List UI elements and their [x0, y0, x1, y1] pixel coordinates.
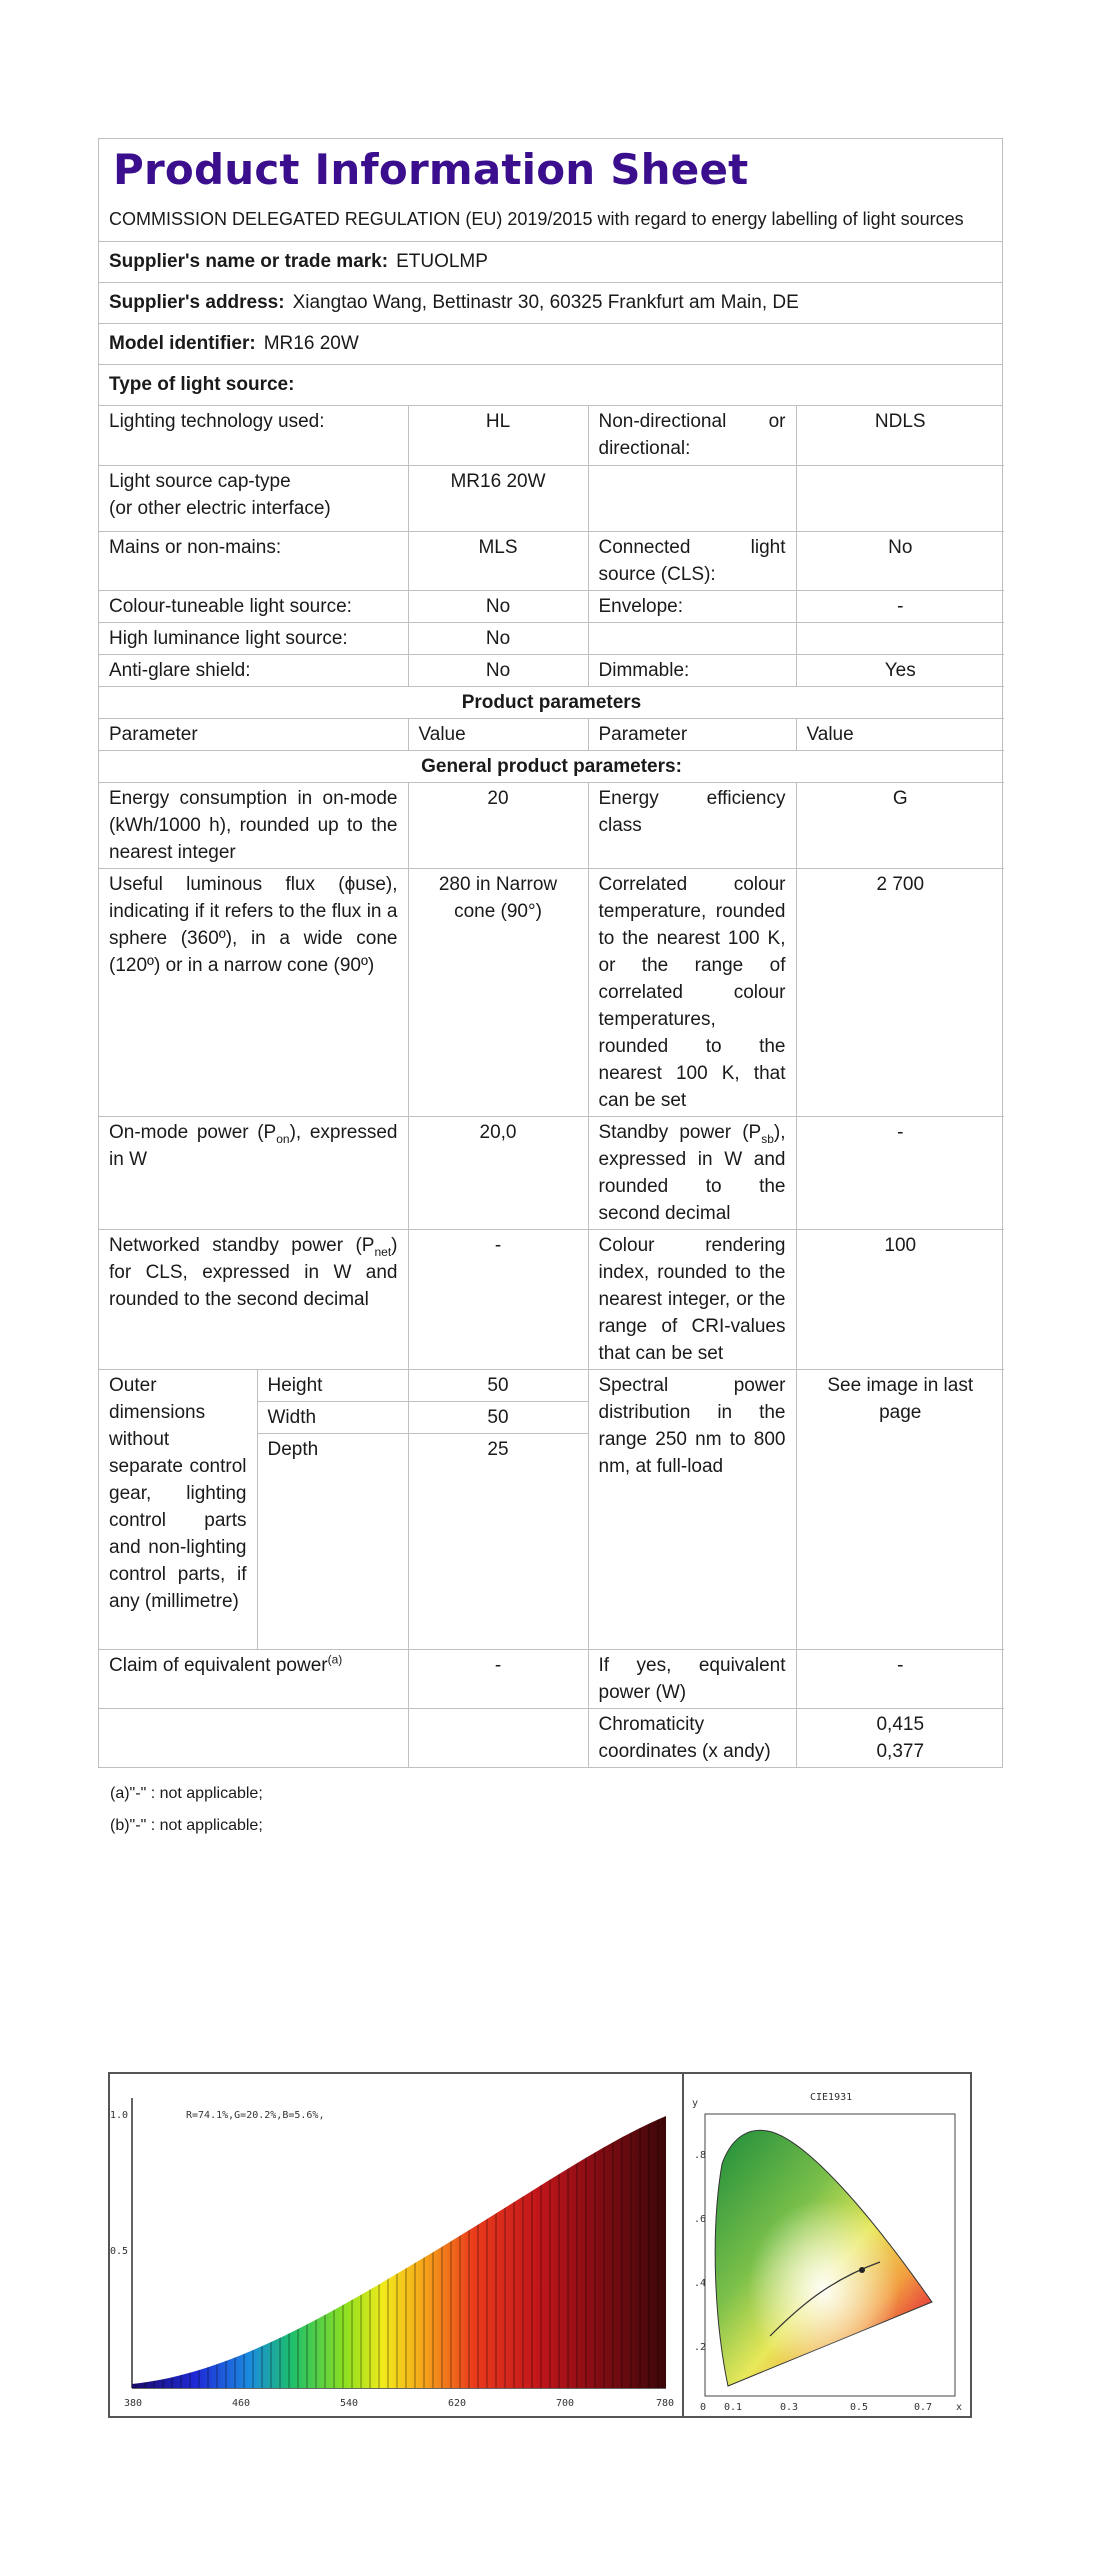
cie-y-axis-label: y — [692, 2098, 699, 2109]
param-label — [99, 1229, 408, 1369]
supplier-name-row — [99, 242, 1002, 283]
dimension-value: 50 — [408, 1369, 588, 1401]
model-identifier-label: Model identifier: — [109, 333, 256, 354]
table-row — [99, 406, 1004, 465]
param-label: Colour rendering index, rounded to the nearest integer, or the range of CRI-values that can be set — [588, 1229, 796, 1369]
model-identifier-row — [99, 324, 1002, 365]
table-row — [99, 1369, 1004, 1401]
param-label: Envelope: — [588, 590, 796, 622]
param-value: 20,0 — [408, 1116, 588, 1229]
spectrum-x-tick: 620 — [448, 2398, 467, 2409]
param-value — [796, 465, 1004, 531]
label-superscript: (a) — [327, 1652, 343, 1667]
param-value: 100 — [796, 1229, 1004, 1369]
page-title: Product Information Sheet — [113, 145, 749, 194]
param-value: NDLS — [796, 406, 1004, 465]
table-row — [99, 622, 1004, 654]
dimension-value: 25 — [408, 1433, 588, 1649]
label-text: Standby power (P — [598, 1121, 762, 1143]
param-value: No — [408, 622, 588, 654]
dimension-value: 50 — [408, 1401, 588, 1433]
spectrum-x-tick: 380 — [124, 2398, 143, 2409]
supplier-name-value: ETUOLMP — [396, 251, 488, 272]
label-text: ) for CLS, expressed in W and rounded to the second decimal — [109, 1234, 398, 1310]
param-label: Chromaticity coordinates (x andy) — [588, 1708, 796, 1767]
param-value: No — [408, 654, 588, 686]
param-label: If yes, equivalent power (W) — [588, 1649, 796, 1708]
spectrum-plot — [110, 2098, 674, 2409]
param-label: Correlated colour temperature, rounded to the nearest 100 K, or the range of correlated colour temperatures, rounded to the nearest 100 K, that can be set — [588, 868, 796, 1116]
param-label: Lighting technology used: — [99, 406, 408, 465]
label-text: ), expressed in W — [109, 1121, 398, 1170]
param-label: Non-directional or directional: — [588, 406, 796, 465]
label-subscript: net — [374, 1244, 392, 1259]
column-header: Value — [408, 718, 588, 750]
param-label: Colour-tuneable light source: — [99, 590, 408, 622]
model-identifier-value: MR16 20W — [263, 333, 359, 354]
chromaticity-y: 0,377 — [876, 1740, 925, 1762]
cie-x-axis-label: x — [956, 2402, 963, 2413]
spectrum-x-tick: 540 — [340, 2398, 359, 2409]
cap-type-label: Light source cap-type — [109, 470, 291, 492]
spectrum-annotation: R=74.1%,G=20.2%,B=5.6%, — [186, 2110, 325, 2121]
table-row — [99, 1708, 1004, 1767]
param-value: 2 700 — [796, 868, 1004, 1116]
product-parameters-header: Product parameters — [99, 686, 1004, 718]
param-value: - — [796, 1116, 1004, 1229]
parameters-table — [99, 406, 1004, 1767]
label-subscript: on — [276, 1131, 290, 1146]
param-label: Mains or non-mains: — [99, 531, 408, 590]
param-label — [588, 1116, 796, 1229]
param-value: Yes — [796, 654, 1004, 686]
param-label — [588, 465, 796, 531]
section-header-row — [99, 750, 1004, 782]
param-value: - — [796, 590, 1004, 622]
footnotes — [110, 1778, 263, 1842]
product-information-sheet — [98, 138, 1003, 1768]
param-label — [99, 1116, 408, 1229]
label-text: Networked standby power (P — [109, 1234, 375, 1256]
table-row — [99, 1229, 1004, 1369]
dimension-label: Depth — [257, 1433, 408, 1649]
cie-x-tick: 0 — [700, 2402, 707, 2413]
param-value: No — [796, 531, 1004, 590]
param-label: Energy efficiency class — [588, 782, 796, 868]
param-label: Useful luminous flux (ϕuse), indicating if it refers to the flux in a sphere (360º), in a wide cone (120º) or in a narrow cone (90º) — [99, 868, 408, 1116]
column-header-row — [99, 718, 1004, 750]
supplier-address-label: Supplier's address: — [109, 292, 285, 313]
table-row — [99, 590, 1004, 622]
section-header-row — [99, 686, 1004, 718]
label-subscript: sb — [761, 1131, 774, 1146]
dimension-label: Width — [257, 1401, 408, 1433]
param-value: MR16 20W — [408, 465, 588, 531]
column-header: Value — [796, 718, 1004, 750]
label-text: Claim of equivalent power — [109, 1654, 328, 1676]
cie-y-tick: .8 — [694, 2150, 707, 2161]
param-label: Anti-glare shield: — [99, 654, 408, 686]
table-row — [99, 1649, 1004, 1708]
param-value — [796, 622, 1004, 654]
spectral-figure — [108, 2072, 972, 2418]
param-value: - — [408, 1649, 588, 1708]
param-value: 280 in Narrow cone (90°) — [408, 868, 588, 1116]
regulation-text: COMMISSION DELEGATED REGULATION (EU) 2019/2015 with regard to energy labelling of light sources — [99, 203, 1002, 242]
param-value: G — [796, 782, 1004, 868]
spectrum-y-tick: 0.5 — [110, 2246, 129, 2257]
param-value: HL — [408, 406, 588, 465]
label-text: ), expressed in W and rounded to the second decimal — [598, 1121, 786, 1224]
label-text: On-mode power (P — [109, 1121, 277, 1143]
table-row — [99, 654, 1004, 686]
dimension-label: Height — [257, 1369, 408, 1401]
cie-gamut-white — [715, 2130, 932, 2386]
general-parameters-header: General product parameters: — [99, 750, 1004, 782]
table-row — [99, 782, 1004, 868]
cie-x-tick: 0.7 — [914, 2402, 933, 2413]
column-header: Parameter — [99, 718, 408, 750]
param-label — [588, 622, 796, 654]
param-value: - — [796, 1649, 1004, 1708]
table-row — [99, 531, 1004, 590]
param-label: High luminance light source: — [99, 622, 408, 654]
param-label — [99, 465, 408, 531]
cie-y-tick: .6 — [694, 2214, 707, 2225]
param-label: Connected light source (CLS): — [588, 531, 796, 590]
cie-title: CIE1931 — [810, 2092, 853, 2103]
spectrum-x-tick: 780 — [656, 2398, 675, 2409]
supplier-name-label: Supplier's name or trade mark: — [109, 251, 389, 272]
type-of-light-source-label: Type of light source: — [109, 374, 295, 395]
spectrum-x-tick: 700 — [556, 2398, 575, 2409]
cie-diagram — [692, 2092, 962, 2413]
type-of-light-source-row — [99, 365, 1002, 406]
chromaticity-point — [859, 2267, 865, 2273]
footnote-b: (b)"-" : not applicable; — [110, 1817, 263, 1834]
supplier-address-value: Xiangtao Wang, Bettinastr 30, 60325 Frankfurt am Main, DE — [292, 292, 799, 313]
cie-x-tick: 0.5 — [850, 2402, 869, 2413]
table-row — [99, 868, 1004, 1116]
param-label: Dimmable: — [588, 654, 796, 686]
param-value: MLS — [408, 531, 588, 590]
cie-x-tick: 0.1 — [724, 2402, 743, 2413]
param-value: No — [408, 590, 588, 622]
param-label: Energy consumption in on-mode (kWh/1000 h), rounded up to the nearest integer — [99, 782, 408, 868]
cap-type-sublabel: (or other electric interface) — [109, 497, 331, 519]
supplier-address-row — [99, 283, 1002, 324]
spectrum-stripes — [132, 2116, 666, 2388]
param-label — [99, 1649, 408, 1708]
param-label: Outer dimensions without separate control gear, lighting control parts and non-lighting control parts, if any (millimetre) — [99, 1369, 257, 1649]
param-value: See image in last page — [796, 1369, 1004, 1649]
param-value: - — [408, 1229, 588, 1369]
table-row — [99, 465, 1004, 531]
spectrum-x-tick: 460 — [232, 2398, 251, 2409]
param-label: Spectral power distribution in the range 250 nm to 800 nm, at full-load — [588, 1369, 796, 1649]
spectrum-y-tick: 1.0 — [110, 2110, 129, 2121]
empty-cell — [99, 1708, 408, 1767]
empty-cell — [408, 1708, 588, 1767]
cie-y-tick: .2 — [694, 2342, 707, 2353]
param-value: 20 — [408, 782, 588, 868]
table-row — [99, 1116, 1004, 1229]
footnote-a: (a)"-" : not applicable; — [110, 1785, 263, 1802]
figure-svg — [110, 2074, 970, 2416]
cie-x-tick: 0.3 — [780, 2402, 799, 2413]
cie-y-tick: .4 — [694, 2278, 707, 2289]
chromaticity-x: 0,415 — [876, 1713, 925, 1735]
param-value — [796, 1708, 1004, 1767]
column-header: Parameter — [588, 718, 796, 750]
